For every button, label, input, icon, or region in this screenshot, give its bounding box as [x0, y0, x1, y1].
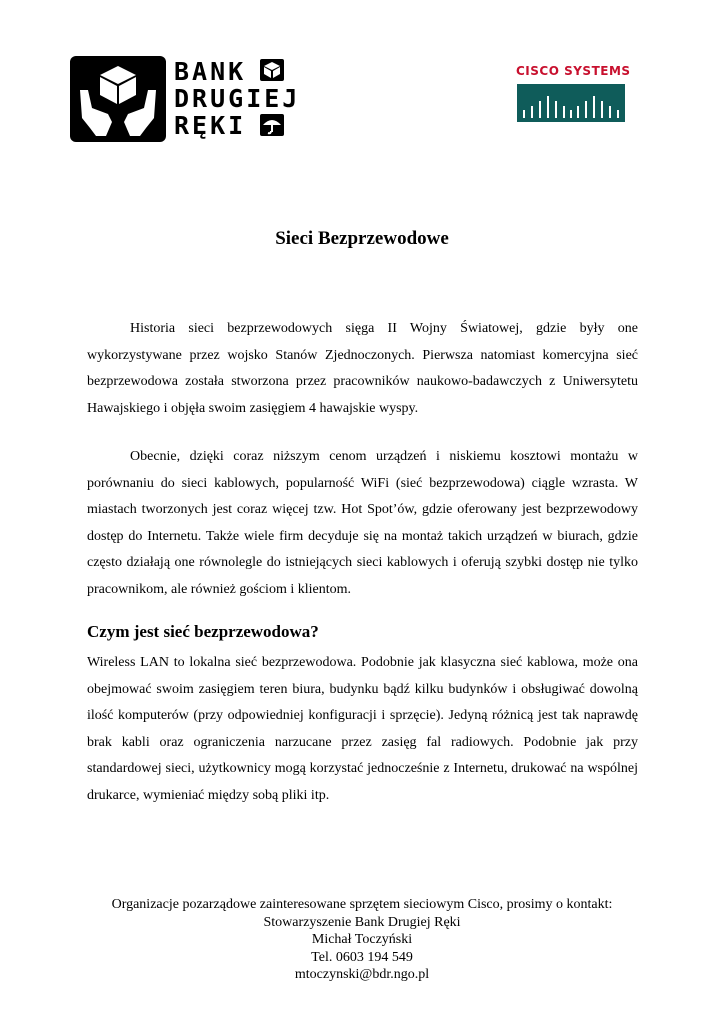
bdr-logo-line: RĘKI — [174, 111, 247, 140]
small-box-icon — [260, 59, 284, 81]
document-title: Sieci Bezprzewodowe — [275, 228, 449, 249]
footer-phone: Tel. 0603 194 549 — [311, 949, 413, 965]
footer-contact-person: Michał Toczyński — [311, 932, 413, 947]
contact-footer — [0, 896, 724, 984]
cisco-systems-logo — [516, 64, 631, 122]
bank-drugiej-reki-logo — [70, 56, 300, 144]
bdr-logo-line: DRUGIEJ — [174, 84, 301, 113]
umbrella-icon — [260, 114, 284, 136]
footer-invitation: Organizacje pozarządowe zainteresowane sprzętem sieciowym Cisco, prosimy o kontakt: — [111, 897, 613, 912]
paragraph-popularity: Obecnie, dzięki coraz niższym cenom urządzeń i niskiemu kosztowi montażu w porównaniu do sieci kablowych, popularność WiFi (sieć bezprzewodowa) ciągle wzrasta. W miastach tworzonych jest coraz więcej tzw. Hot Spot’ów, gdzie oferowany jest bezprzewodowy dostęp do Internetu. Także wiele firm decyduje się na montaż takich urządzeń w biurach, gdzie często działają one równolegle do istniejących sieci kablowych i oferują szybki dostęp nie tylko pracownikom, ale również gościom i klientom. — [87, 449, 638, 597]
paragraph-history: Historia sieci bezprzewodowych sięga II Wojny Światowej, gdzie były one wykorzystywane przez wojsko Stanów Zjednoczonych. Pierwsza natomiast komercyjna sieć bezprzewodowa została stworzona przez pracowników naukowo-badawczych z Uniwersytetu Hawajskiego i objęła swoim zasięgiem 4 hawajskie wyspy. — [87, 321, 638, 416]
footer-organization: Stowarzyszenie Bank Drugiej Ręki — [263, 914, 461, 930]
bdr-logo-line: BANK — [174, 57, 247, 86]
footer-email: mtoczynski@bdr.ngo.pl — [294, 967, 430, 982]
section-heading: Czym jest sieć bezprzewodowa? — [87, 622, 319, 641]
paragraph-wireless-lan: Wireless LAN to lokalna sieć bezprzewodowa. Podobnie jak klasyczna sieć kablowa, może ona obejmować swoim zasięgiem teren biura, budynku bądź kilku budynków i obsługiwać dowolną ilość komputerów (przy odpowiedniej konfiguracji i sprzęcie). Jedyną różnicą jest tak naprawdę brak kabli oraz ograniczenia narzucane przez zasięg fal radiowych. Podobnie jak przy standardowej sieci, użytkownicy mogą korzystać jednocześnie z Internetu, drukować na wspólnej drukarce, wymieniać między sobą pliki itp. — [87, 655, 638, 803]
cisco-logo-text: CISCO SYSTEMS — [516, 64, 631, 78]
cisco-bridge-bars-icon — [517, 84, 625, 122]
hands-box-logo-icon — [70, 56, 166, 142]
